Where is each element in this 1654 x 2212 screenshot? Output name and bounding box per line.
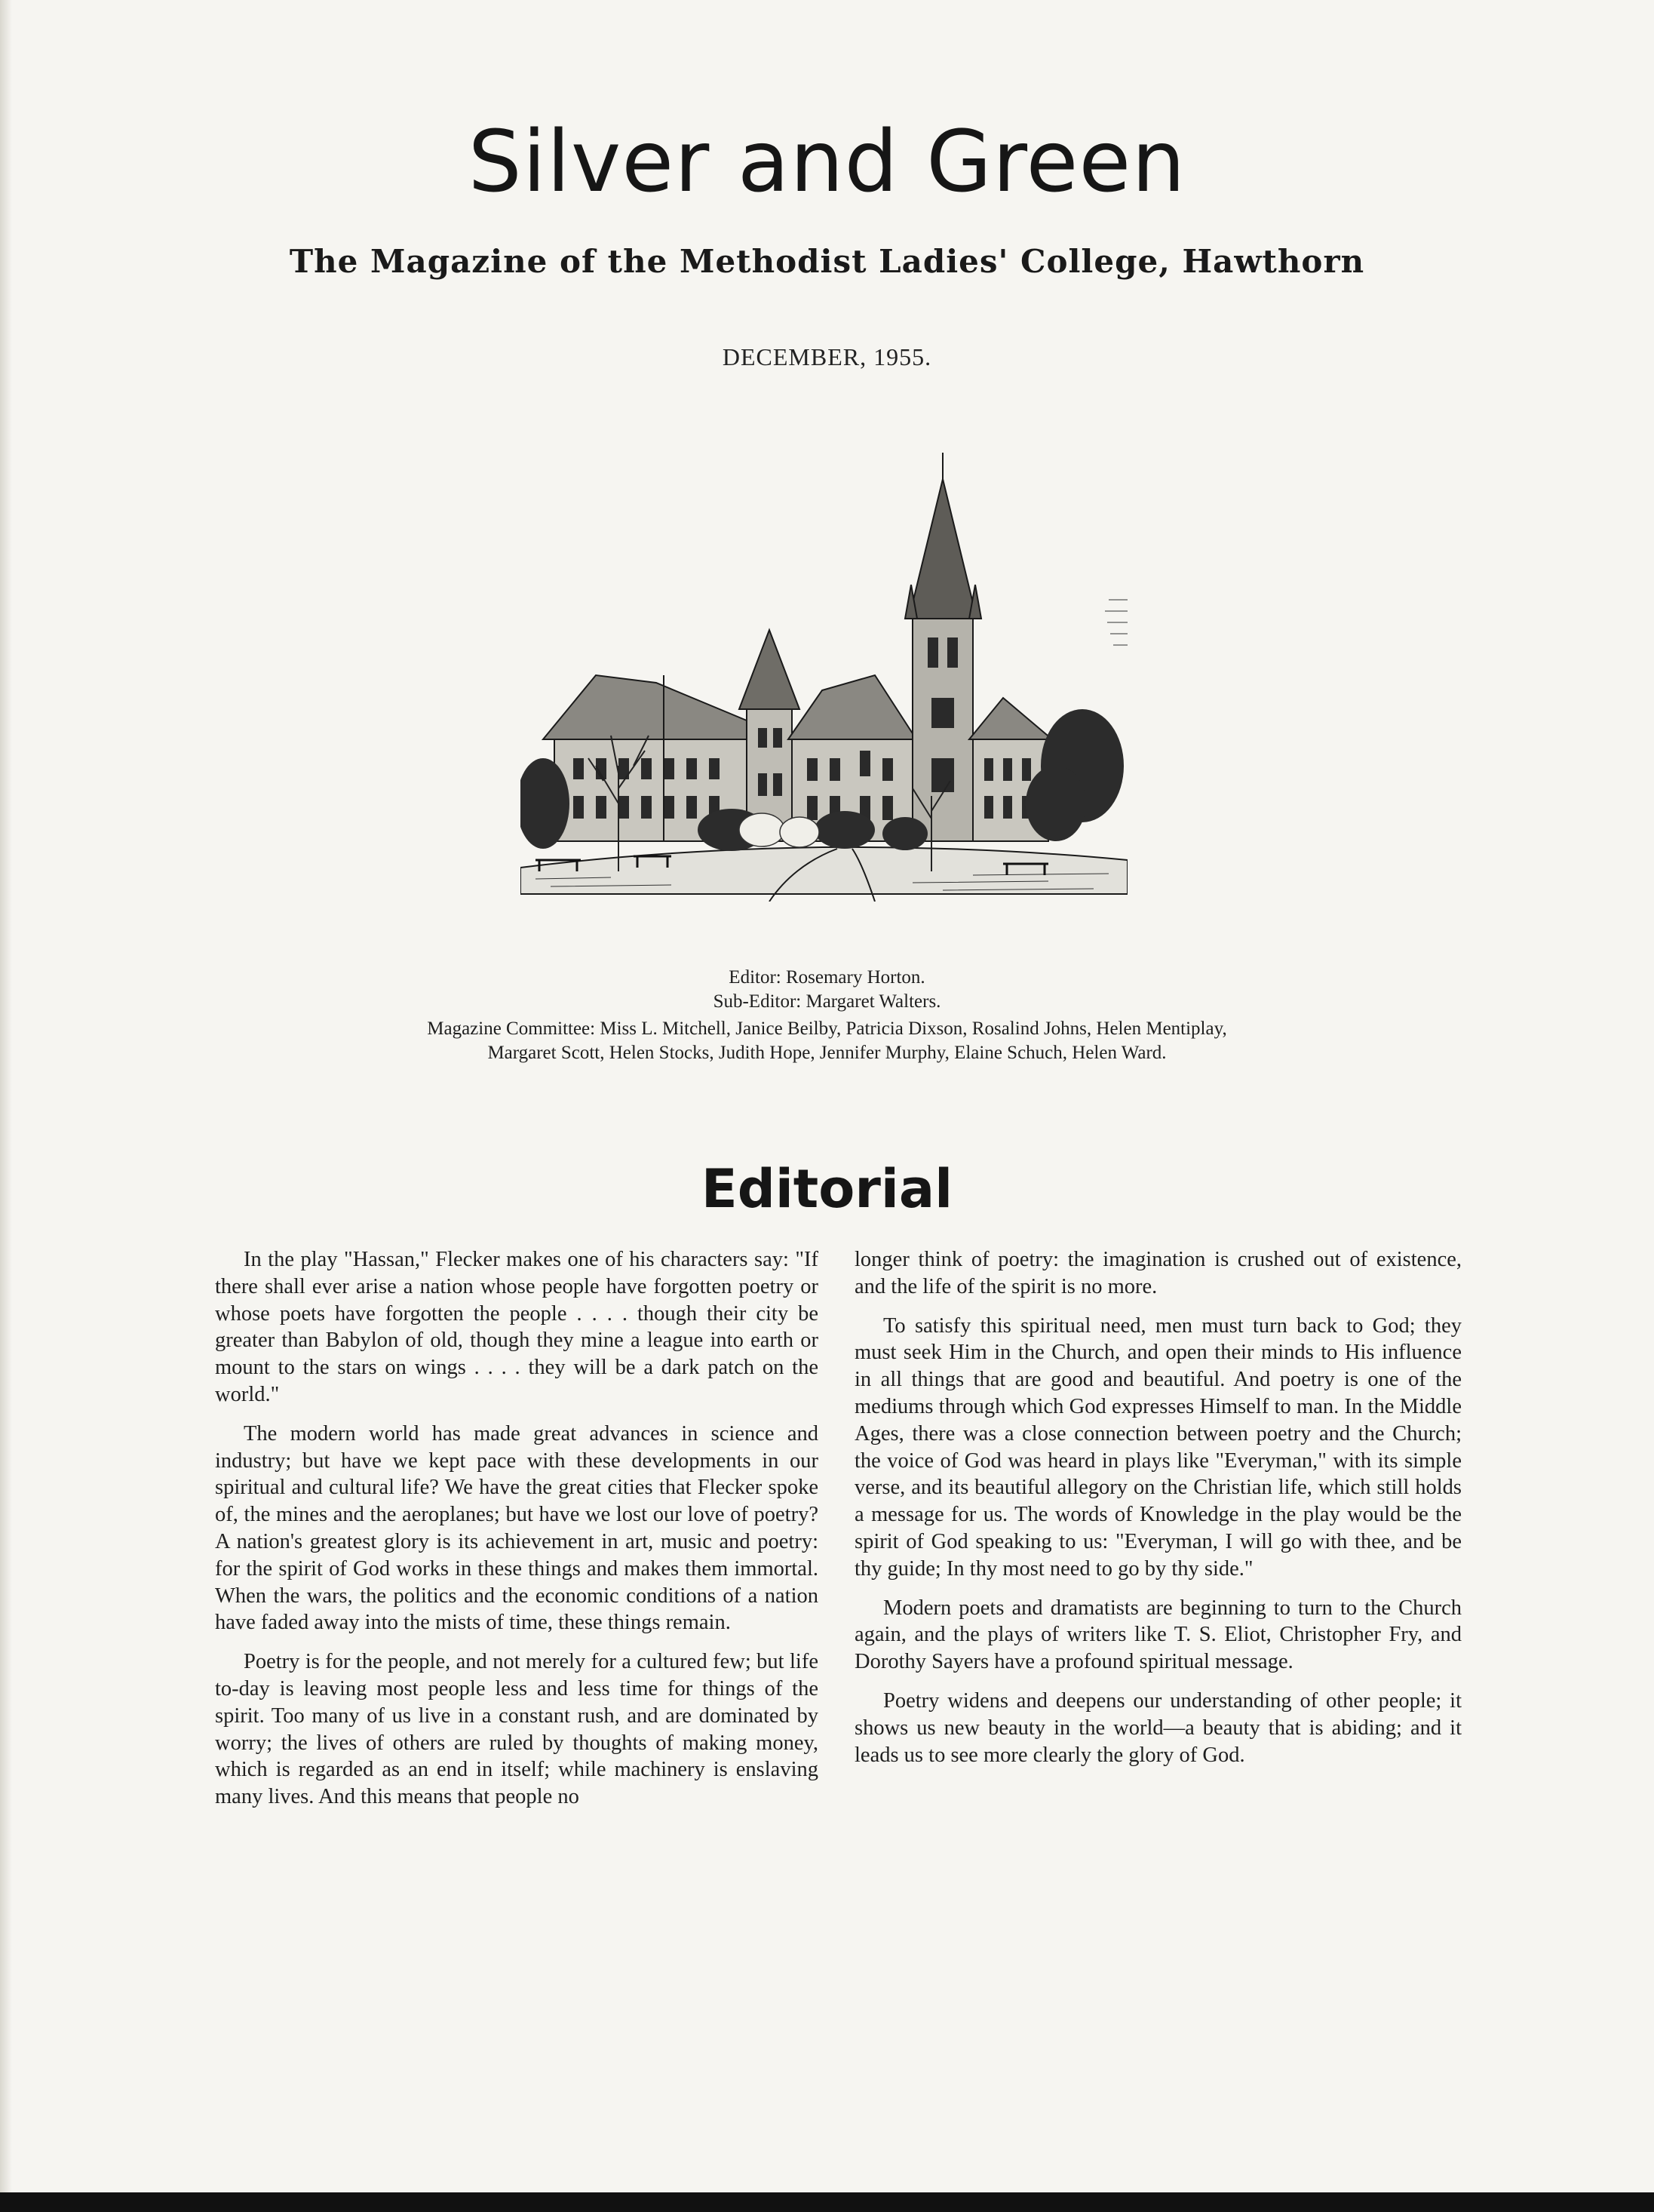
editorial-paragraph: Poetry is for the people, and not merely for a cultured few; but life to-day is leaving most people less and less time for things of the spirit. Too many of us live in a constant rush, and are dominated by worry; the lives of others are ruled by thoughts of making money, which is regarded as an end in itself; while machinery is enslaving many lives. And this means that people no <box>215 1650 818 1809</box>
staff-credits <box>226 966 1428 1065</box>
editorial-paragraph: To satisfy this spiritual need, men must turn back to God; they must seek Him in the Church, and open their minds to His influence in all things that are good and beautiful. And poetry is one of the mediums through which God expresses Himself to man. In the Middle Ages, there was a close connection between poetry and the Church; the voice of God was heard in plays like "Everyman," with its simple verse, and its beautiful allegory on the Christian life, which still holds a message for us. The words of Knowledge in the play would be the spirit of God speaking to us: "Everyman, I will go with thee, and be thy guide; In thy most need to go by thy side." <box>855 1313 1462 1581</box>
page-edge <box>0 0 12 2212</box>
magazine-subtitle: The Magazine of the Methodist Ladies' College, Hawthorn <box>289 243 1365 280</box>
editorial-paragraph: In the play "Hassan," Flecker makes one of his characters say: "If there shall ever arise a nation whose people have forgotten poetry or whose poets have forgotten the people . . . . though their city be greater than Babylon of old, though they mine a league into earth or mount to the stars on wings . . . . they will be a dark patch on the world." <box>215 1248 818 1406</box>
editorial-paragraph: Modern poets and dramatists are beginning to turn to the Church again, and the plays of writers like T. S. Eliot, Christopher Fry, and Dorothy Sayers have a profound spiritual message. <box>855 1596 1462 1674</box>
magazine-title: Silver and Green <box>468 113 1186 211</box>
college-building-illustration <box>520 449 1128 902</box>
editor-credit: Editor: Rosemary Horton. <box>729 967 925 988</box>
editorial-right-column <box>855 1246 1462 1780</box>
editorial-left-column <box>215 1246 818 1823</box>
committee-line-2: Margaret Scott, Helen Stocks, Judith Hope, Jennifer Murphy, Elaine Schuch, Helen Ward. <box>487 1043 1167 1063</box>
issue-date: DECEMBER, 1955. <box>722 343 932 370</box>
editorial-paragraph: Poetry widens and deepens our understanding of other people; it shows us new beauty in the world—a beauty that is abiding; and it leads us to see more clearly the glory of God. <box>855 1688 1462 1767</box>
committee-line-1: Magazine Committee: Miss L. Mitchell, Janice Beilby, Patricia Dixson, Rosalind Johns, Helen Mentiplay, <box>427 1018 1227 1039</box>
editorial-paragraph: The modern world has made great advances in science and industry; but have we kept pace with these developments in our spiritual and cultural life? We have the great cities that Flecker spoke of, the mines and the aeroplanes; but have we lost our love of poetry? A nation's greatest glory is its achievement in art, music and poetry: for the spirit of God works in these things and makes them immortal. When the wars, the politics and the economic conditions of a nation have faded away into the mists of time, these things remain. <box>215 1421 818 1635</box>
scan-bottom-edge <box>0 2192 1654 2212</box>
sub-editor-credit: Sub-Editor: Margaret Walters. <box>713 991 941 1012</box>
editorial-heading: Editorial <box>701 1158 953 1220</box>
editorial-paragraph: longer think of poetry: the imagination is crushed out of existence, and the life of the spirit is no more. <box>855 1248 1462 1298</box>
